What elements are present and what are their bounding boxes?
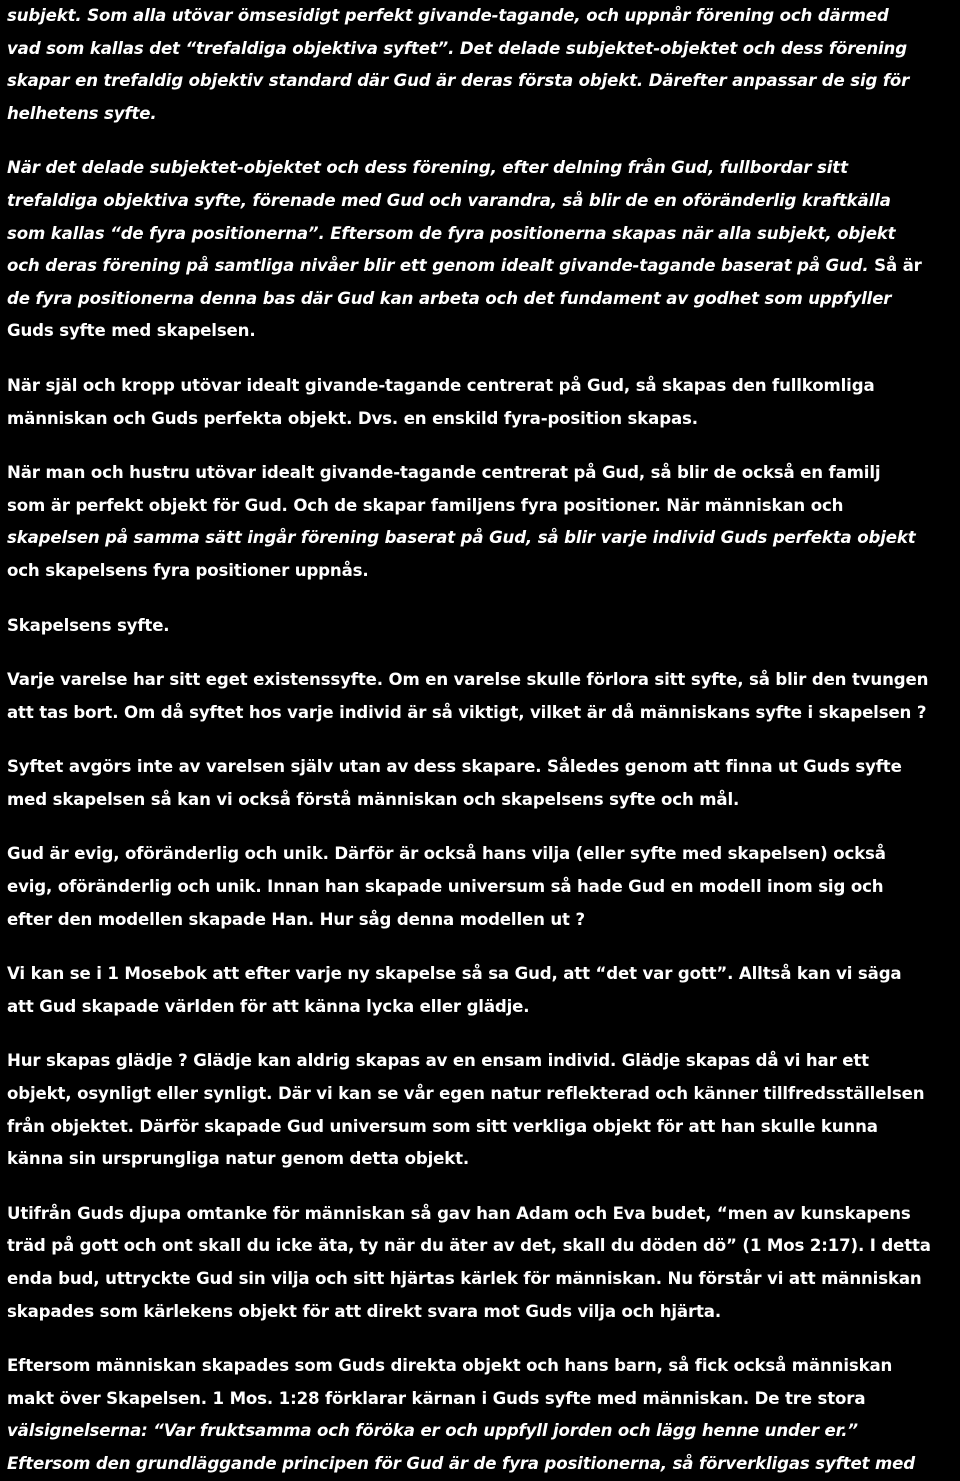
text-segment: Syftet avgörs inte av varelsen själv utan av dess skapare. Således genom att finna ut Guds syfte — [7, 757, 902, 777]
text-line — [7, 1350, 957, 1383]
paragraph — [7, 610, 957, 643]
text-line — [7, 457, 957, 490]
paragraph-gap — [7, 435, 957, 457]
document-page — [7, 0, 957, 1481]
text-segment: människan och Guds perfekta objekt. Dvs. en enskild fyra-position skapas. — [7, 408, 698, 428]
text-segment: som kallas “de fyra positionerna”. Eftersom de fyra positionerna skapas när alla subjekt, objekt — [7, 223, 896, 243]
text-line — [7, 33, 957, 66]
paragraph-gap — [7, 130, 957, 152]
text-line — [7, 1230, 957, 1263]
text-line — [7, 65, 957, 98]
paragraph-gap — [7, 1176, 957, 1198]
text-segment: från objektet. Därför skapade Gud universum som sitt verkliga objekt för att han skulle kunna — [7, 1116, 878, 1136]
text-segment: När man och hustru utövar idealt givande-tagande centrerat på Gud, så blir de också en familj — [7, 463, 881, 483]
text-line — [7, 1045, 957, 1078]
text-segment: att tas bort. Om då syftet hos varje individ är så viktigt, vilket är då människans syfte i skapelsen ? — [7, 702, 927, 722]
text-segment: Skapelsens syfte. — [7, 615, 170, 635]
text-line — [7, 1296, 957, 1329]
paragraph-gap — [7, 729, 957, 751]
text-segment: efter den modellen skapade Han. Hur såg denna modellen ut ? — [7, 909, 585, 929]
text-segment: med skapelsen så kan vi också förstå människan och skapelsens syfte och mål. — [7, 789, 740, 809]
text-line — [7, 697, 957, 730]
paragraph — [7, 1198, 957, 1328]
paragraph-gap — [7, 936, 957, 958]
text-line — [7, 1143, 957, 1176]
text-segment: Eftersom den grundläggande principen för Gud är de fyra positionerna, så förverkligas syftet med — [7, 1453, 915, 1473]
paragraph — [7, 1350, 957, 1480]
text-line — [7, 490, 957, 523]
text-line — [7, 283, 957, 316]
text-segment: Så är — [874, 256, 922, 276]
text-segment: Varje varelse har sitt eget existenssyfte. Om en varelse skulle förlora sitt syfte, så blir den tvungen — [7, 670, 929, 690]
paragraph-gap — [7, 1023, 957, 1045]
text-segment: När det delade subjektet-objektet och dess förening, efter delning från Gud, fullbordar sitt — [7, 158, 848, 178]
text-line — [7, 315, 957, 348]
text-segment: Eftersom människan skapades som Guds direkta objekt och hans barn, så fick också människan — [7, 1356, 893, 1376]
text-line — [7, 784, 957, 817]
text-segment: objekt, osynligt eller synligt. Där vi kan se vår egen natur reflekterad och känner tillfredsställelsen — [7, 1084, 925, 1104]
text-line — [7, 152, 957, 185]
text-segment: skapades som kärlekens objekt för att direkt svara mot Guds vilja och hjärta. — [7, 1301, 721, 1321]
text-segment: enda bud, uttryckte Gud sin vilja och sitt hjärtas kärlek för människan. Nu förstår vi att människan — [7, 1269, 922, 1288]
text-line — [7, 904, 957, 937]
text-segment: subjekt. Som alla utövar ömsesidigt perfekt givande-tagande, och uppnår förening och därmed — [7, 6, 889, 25]
text-segment: Guds syfte med skapelsen. — [7, 321, 256, 341]
paragraph — [7, 0, 957, 130]
text-segment: som är perfekt objekt för Gud. Och de skapar familjens fyra positioner. När människan och — [7, 495, 844, 515]
text-segment: att Gud skapade världen för att känna lycka eller glädje. — [7, 996, 530, 1016]
text-segment: evig, oföränderlig och unik. Innan han skapade universum så hade Gud en modell inom sig och — [7, 877, 884, 897]
paragraph-gap — [7, 348, 957, 370]
text-line — [7, 1078, 957, 1111]
text-segment: skapar en trefaldig objektiv standard där Gud är deras första objekt. Därefter anpassar de sig för — [7, 71, 910, 91]
text-segment: träd på gott och ont skall du icke äta, ty när du äter av det, skall du döden dö” (1 Mos 2:17). I detta — [7, 1236, 931, 1256]
text-line — [7, 1263, 957, 1296]
paragraph — [7, 152, 957, 348]
text-line — [7, 522, 957, 555]
text-line — [7, 1111, 957, 1144]
text-line — [7, 555, 957, 588]
paragraph — [7, 664, 957, 729]
text-line — [7, 1448, 957, 1481]
text-segment: vad som kallas det “trefaldiga objektiva syftet”. Det delade subjektet-objektet och dess förening — [7, 38, 907, 58]
paragraph — [7, 838, 957, 936]
text-segment: välsignelserna: “Var fruktsamma och föröka er och uppfyll jorden och lägg henne under er.” — [7, 1421, 858, 1441]
text-segment: och deras förening på samtliga nivåer blir ett genom idealt givande-tagande baserat på Gud. — [7, 256, 875, 276]
paragraph — [7, 457, 957, 587]
text-segment: trefaldiga objektiva syfte, förenade med Gud och varandra, så blir de en oföränderlig kraftkälla — [7, 190, 891, 210]
paragraph-gap — [7, 816, 957, 838]
text-line — [7, 1415, 957, 1448]
text-segment: När själ och kropp utövar idealt givande-tagande centrerat på Gud, så skapas den fullkomliga — [7, 375, 875, 395]
text-line — [7, 98, 957, 131]
paragraph — [7, 1045, 957, 1175]
text-line — [7, 0, 957, 33]
text-segment: Hur skapas glädje ? Glädje kan aldrig skapas av en ensam individ. Glädje skapas då vi har ett — [7, 1051, 869, 1071]
text-line — [7, 218, 957, 251]
paragraph — [7, 751, 957, 816]
text-line — [7, 664, 957, 697]
text-line — [7, 838, 957, 871]
text-segment: makt över Skapelsen. 1 Mos. 1:28 förklarar kärnan i Guds syfte med människan. De tre stora — [7, 1388, 866, 1408]
text-line — [7, 1383, 957, 1416]
text-line — [7, 250, 957, 283]
text-line — [7, 610, 957, 643]
text-line — [7, 185, 957, 218]
paragraph — [7, 370, 957, 435]
text-line — [7, 991, 957, 1024]
text-line — [7, 751, 957, 784]
text-segment: Gud är evig, oföränderlig och unik. Därför är också hans vilja (eller syfte med skapelsen) också — [7, 844, 886, 864]
paragraph-gap — [7, 1328, 957, 1350]
text-segment: och skapelsens fyra positioner uppnås. — [7, 560, 369, 580]
text-segment: de fyra positionerna denna bas där Gud kan arbeta och det fundament av godhet som uppfyller — [7, 288, 892, 308]
text-line — [7, 370, 957, 403]
text-segment: Vi kan se i 1 Mosebok att efter varje ny skapelse så sa Gud, att “det var gott”. Alltså kan vi säga — [7, 964, 902, 984]
text-segment: Utifrån Guds djupa omtanke för människan så gav han Adam och Eva budet, “men av kunskapens — [7, 1203, 911, 1223]
paragraph-gap — [7, 588, 957, 610]
text-segment: känna sin ursprungliga natur genom detta objekt. — [7, 1149, 470, 1169]
text-line — [7, 871, 957, 904]
paragraph — [7, 958, 957, 1023]
text-line — [7, 958, 957, 991]
text-line — [7, 403, 957, 436]
text-segment: skapelsen på samma sätt ingår förening baserat på Gud, så blir varje individ Guds perfekta objekt — [7, 528, 916, 548]
text-segment: helhetens syfte. — [7, 103, 157, 123]
text-line — [7, 1198, 957, 1231]
paragraph-gap — [7, 642, 957, 664]
